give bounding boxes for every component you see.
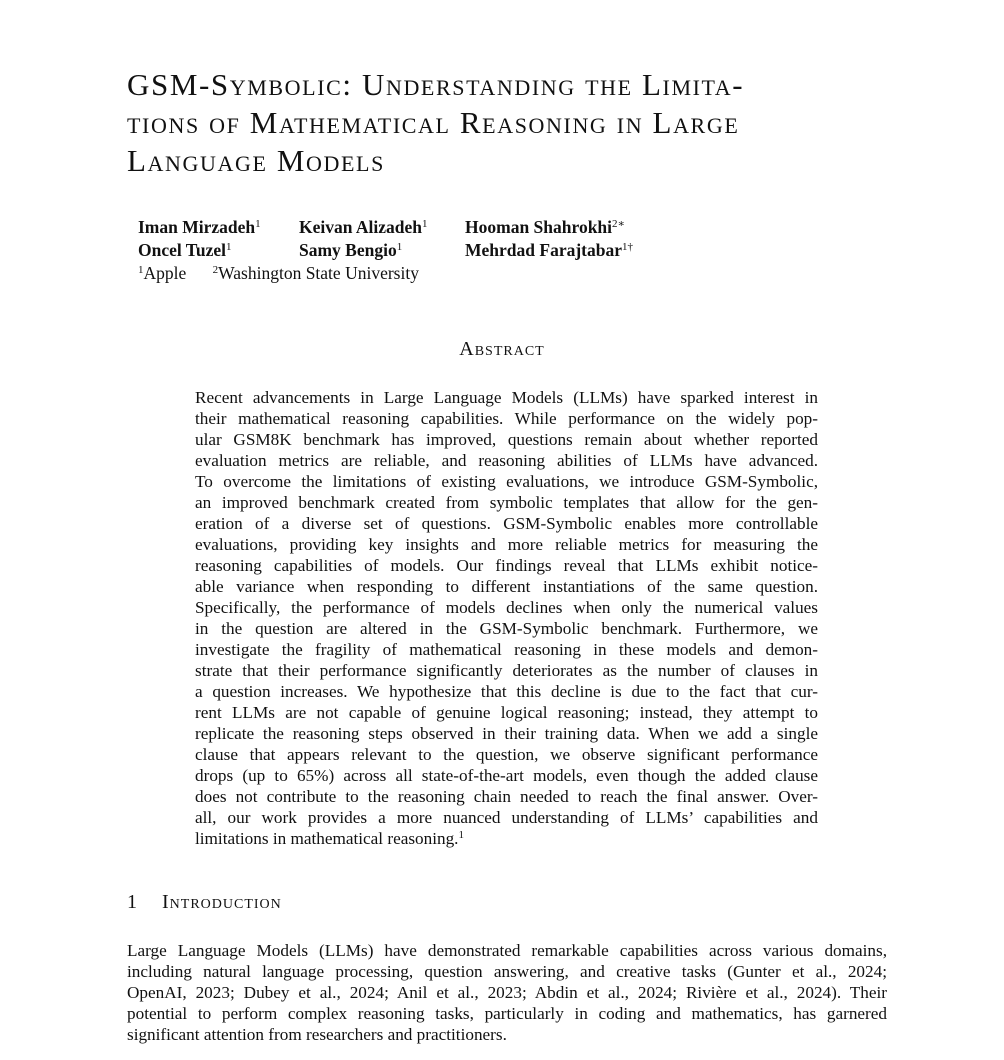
abstract-text: [195, 387, 818, 849]
abstract-line: their mathematical reasoning capabilities. While performance on the widely pop-: [195, 409, 818, 428]
intro-line: significant attention from researchers and practitioners.: [127, 1025, 507, 1044]
title-line-1: GSM-Symbolic: Understanding the Limita-: [127, 67, 745, 102]
abstract-line: eration of a diverse set of questions. GSM-Symbolic enables more controllable: [195, 514, 818, 533]
paper-title: [127, 66, 887, 180]
abstract-line: ular GSM8K benchmark has improved, questions remain about whether reported: [195, 430, 818, 449]
abstract-line: clause that appears relevant to the question, we observe significant performance: [195, 745, 818, 764]
abstract-line: limitations in mathematical reasoning.$^1$: [195, 829, 464, 848]
author-name: Iman Mirzadeh$^1$: [138, 217, 261, 237]
abstract-line: drops (up to 65%) across all state-of-the-art models, even though the added clause: [195, 766, 818, 785]
abstract-line: replicate the reasoning steps observed in their training data. When we add a single: [195, 724, 818, 743]
section-heading-introduction: [127, 891, 282, 914]
author-list: [138, 216, 633, 262]
author-name: Oncel Tuzel$^1$: [138, 240, 232, 260]
abstract-line: in the question are altered in the GSM-Symbolic benchmark. Furthermore, we: [195, 619, 818, 638]
author-name: Hooman Shahrokhi$^{2∗}$: [465, 217, 626, 237]
abstract-line: reasoning capabilities of models. Our findings reveal that LLMs exhibit notice-: [195, 556, 818, 575]
affiliation: $^1$Apple: [138, 263, 187, 283]
abstract-line: To overcome the limitations of existing evaluations, we introduce GSM-Symbolic,: [195, 472, 818, 491]
abstract-line: a question increases. We hypothesize that this decline is due to the fact that cur-: [195, 682, 818, 701]
author-row-1: [138, 216, 633, 239]
abstract-line: Specifically, the performance of models declines when only the numerical values: [195, 598, 818, 617]
abstract-line: does not contribute to the reasoning chain needed to reach the final answer. Over-: [195, 787, 818, 806]
abstract-line: investigate the fragility of mathematical reasoning in these models and demon-: [195, 640, 818, 659]
author-name: Keivan Alizadeh$^1$: [299, 217, 428, 237]
intro-line: OpenAI, 2023; Dubey et al., 2024; Anil et al., 2023; Abdin et al., 2024; Rivière et al., 2024). Their: [127, 983, 887, 1002]
abstract-line: evaluation metrics are reliable, and reasoning abilities of LLMs have advanced.: [195, 451, 818, 470]
abstract-heading: Abstract: [459, 338, 545, 360]
introduction-text: [127, 940, 887, 1045]
footnote-mark[interactable]: 1: [458, 829, 464, 841]
author-row-2: [138, 239, 633, 262]
intro-line: including natural language processing, question answering, and creative tasks (Gunter et al., 2024;: [127, 962, 887, 981]
title-line-2: tions of Mathematical Reasoning in Large: [127, 105, 740, 140]
abstract-line: strate that their performance significantly deteriorates as the number of clauses in: [195, 661, 818, 680]
affiliation-list: [138, 262, 441, 285]
affiliation: $^2$Washington State University: [212, 263, 419, 283]
abstract-line: evaluations, providing key insights and more reliable metrics for measuring the: [195, 535, 818, 554]
intro-line: Large Language Models (LLMs) have demonstrated remarkable capabilities across various domains,: [127, 941, 887, 960]
section-number: 1: [127, 891, 138, 913]
abstract-line: all, our work provides a more nuanced understanding of LLMs’ capabilities and: [195, 808, 818, 827]
abstract-line: an improved benchmark created from symbolic templates that allow for the gen-: [195, 493, 818, 512]
author-name: Samy Bengio$^1$: [299, 240, 403, 260]
intro-line: potential to perform complex reasoning tasks, particularly in coding and mathematics, has garnered: [127, 1004, 887, 1023]
title-line-3: Language Models: [127, 143, 385, 178]
abstract-line: rent LLMs are not capable of genuine logical reasoning; instead, they attempt to: [195, 703, 818, 722]
author-name: Mehrdad Farajtabar$^{1\dagger}$: [465, 240, 633, 260]
abstract-line: Recent advancements in Large Language Models (LLMs) have sparked interest in: [195, 388, 818, 407]
abstract-line: able variance when responding to different instantiations of the same question.: [195, 577, 818, 596]
section-title: Introduction: [162, 891, 282, 913]
